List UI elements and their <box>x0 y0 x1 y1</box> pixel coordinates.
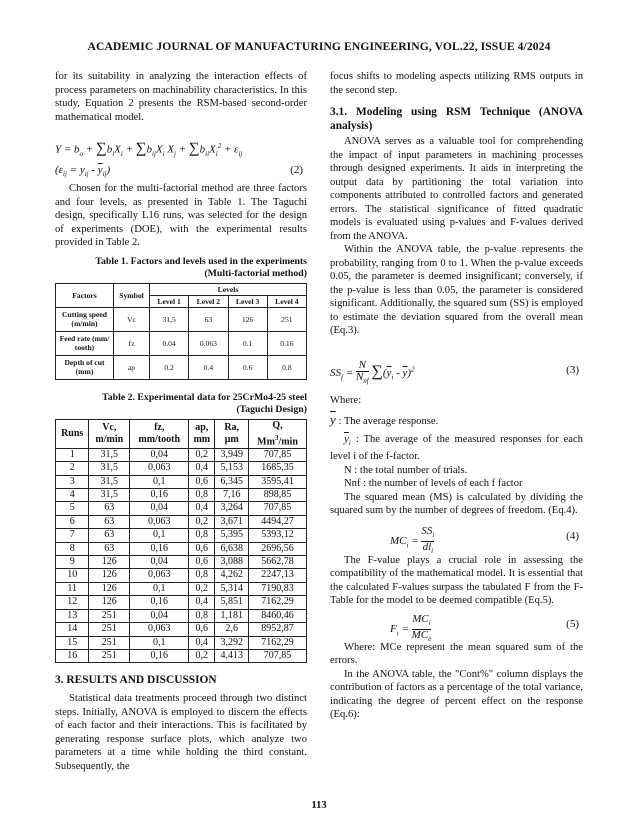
th-level: Level 4 <box>267 295 306 307</box>
table-cell: 4,262 <box>215 569 249 582</box>
table-cell: 2 <box>56 462 89 475</box>
table-cell: 11 <box>56 582 89 595</box>
table-cell: 0,6 <box>189 623 215 636</box>
table2-body <box>56 448 307 663</box>
journal-header: ACADEMIC JOURNAL OF MANUFACTURING ENGINEERING, VOL.22, ISSUE 4/2024 <box>87 40 551 53</box>
th-ap-label: ap, <box>195 421 209 433</box>
table-cell: 0,063 <box>130 462 189 475</box>
paragraph: for its suitability in analyzing the interaction effects of process parameters on machinability characteristics. In this study, Equation 2 presents the RSM-based second-order mathematical model. <box>55 71 307 123</box>
table-cell: 5,153 <box>215 462 249 475</box>
section-heading: 3. RESULTS AND DISCUSSION <box>55 674 217 687</box>
factor-name: Feed rate (mm/ tooth) <box>56 331 114 355</box>
table-cell: 10 <box>56 569 89 582</box>
equation-number: (4) <box>566 529 579 542</box>
table-cell: 0,16 <box>130 596 189 609</box>
table-cell: 31,5 <box>89 489 130 502</box>
table-row <box>56 462 307 475</box>
th-level: Level 1 <box>150 295 189 307</box>
level-value: 0.16 <box>267 331 306 355</box>
equation-2-error: $(\varepsilon_{ij} = y_{ij} - \overline{y}_{ij})$ (2) <box>55 164 303 179</box>
table-cell: 31,5 <box>89 475 130 488</box>
level-value: 0.8 <box>267 355 306 379</box>
table-cell: 14 <box>56 623 89 636</box>
th-ap-unit: mm <box>193 433 211 445</box>
table-experimental-data <box>55 419 307 664</box>
paragraph: The squared mean (MS) is calculated by dividing the squared sum by the number of degrees of freedom. (Eq.4). <box>330 491 583 517</box>
th-vc-unit: m/min <box>95 433 124 445</box>
table-cell: 0,16 <box>130 489 189 502</box>
table-row <box>56 542 307 555</box>
th-fz-label: fz, <box>154 421 165 433</box>
th-ra-unit: µm <box>224 433 239 445</box>
table-cell: 0,8 <box>189 489 215 502</box>
table-cell: 0,2 <box>189 582 215 595</box>
table-cell: 0,2 <box>189 649 215 662</box>
table-cell: 251 <box>89 636 130 649</box>
table-cell: 0,063 <box>130 569 189 582</box>
table-cell: 9 <box>56 556 89 569</box>
table-cell: 5,851 <box>215 596 249 609</box>
table-cell: 0,04 <box>130 609 189 622</box>
th-levels: Levels <box>150 283 307 295</box>
table-cell: 126 <box>89 582 130 595</box>
table-cell: 7190,83 <box>249 582 307 595</box>
table-cell: 1,181 <box>215 609 249 622</box>
table-cell: 707,85 <box>249 448 307 461</box>
table-cell: 251 <box>89 649 130 662</box>
th-q-unit2: /min <box>278 435 298 447</box>
level-value: 0.2 <box>150 355 189 379</box>
table-row <box>56 475 307 488</box>
level-value: 0.04 <box>150 331 189 355</box>
table-cell: 3,671 <box>215 515 249 528</box>
th-fz-unit: mm/tooth <box>138 433 181 445</box>
table-cell: 0,6 <box>189 475 215 488</box>
table-cell: 63 <box>89 542 130 555</box>
table-row <box>56 609 307 622</box>
table-cell: 31,5 <box>89 448 130 461</box>
table-row <box>56 529 307 542</box>
th-fz <box>130 419 189 448</box>
table-cell: 0,4 <box>189 462 215 475</box>
table-cell: 0,063 <box>130 515 189 528</box>
table-cell: 3,949 <box>215 448 249 461</box>
th-factors: Factors <box>56 283 114 307</box>
paragraph: In the ANOVA table, the "Cont%" column displays the contribution of factors as a percentage of the total variance, indicating the degree of percent effect on the response (Eq.6): <box>330 668 583 721</box>
table-cell: 5,395 <box>215 529 249 542</box>
table-row <box>56 596 307 609</box>
th-ap <box>189 419 215 448</box>
table-cell: 15 <box>56 636 89 649</box>
factor-symbol: ap <box>114 355 150 379</box>
paragraph: ANOVA serves as a valuable tool for comprehending the impact of input parameters in machining processes through designed experiments. It aids in interpreting the output data by partitioning the total variation into components attributed to controlled factors and generated errors. The statistical significance of fitted quadratic models is evaluated using p-values and F-values derived from the ANOVA. <box>330 136 583 242</box>
table-cell: 3,264 <box>215 502 249 515</box>
table-cell: 898,85 <box>249 489 307 502</box>
table-cell: 0,2 <box>189 515 215 528</box>
table-row <box>56 556 307 569</box>
th-runs: Runs <box>56 419 89 448</box>
table-row <box>56 649 307 662</box>
level-value: 0.6 <box>228 355 267 379</box>
equation-4: $MC_i$ = $\frac{SS_i}{dl_i}$ (4) <box>390 524 579 556</box>
equation-3: $SS_f$ = $\frac{N}{N_{nf}}$ $\sum(\overline{y}_i - \overline{y})^2$ (3) <box>330 358 579 385</box>
th-q <box>249 419 307 448</box>
table-cell: 0,4 <box>189 502 215 515</box>
table-cell: 6,345 <box>215 475 249 488</box>
definition-yi: $\overline{y}_i$ : The average of the measured responses for each level i of the f-factor. <box>330 432 583 463</box>
th-q-sup: 3 <box>274 433 279 442</box>
paragraph: Chosen for the multi-factorial method are three factors and four levels, as presented in Table 1. The Taguchi design, specifically L16 runs, was selected for the design of experiments (DOE), with the experimental results provided in Table 2. <box>55 183 307 248</box>
table-cell: 0,4 <box>189 636 215 649</box>
table-cell: 7,16 <box>215 489 249 502</box>
paragraph: focus shifts to modeling aspects utilizing RMS outputs in the second step. <box>330 71 583 96</box>
equation-number: (5) <box>566 617 579 630</box>
table-cell: 12 <box>56 596 89 609</box>
definition-y: $\overline{y}$ : The average response. <box>330 412 439 427</box>
table-row <box>56 448 307 461</box>
th-q-unit: Mm <box>257 435 275 447</box>
th-vc-label: Vc, <box>102 421 117 433</box>
table-cell: 0,1 <box>130 529 189 542</box>
factor-name: Cutting speed (m/min) <box>56 307 114 331</box>
table-cell: 0,8 <box>189 609 215 622</box>
th-vc <box>89 419 130 448</box>
table-cell: 63 <box>89 502 130 515</box>
table-cell: 3,088 <box>215 556 249 569</box>
table-cell: 8 <box>56 542 89 555</box>
table-cell: 3595,41 <box>249 475 307 488</box>
definition-yi-text: : The average of the measured responses for each level i of the f-factor. <box>330 433 583 463</box>
table1-caption: Table 1. Factors and levels used in the experiments <box>95 255 307 267</box>
th-level: Level 2 <box>189 295 228 307</box>
table-cell: 16 <box>56 649 89 662</box>
table-row <box>56 569 307 582</box>
table-row <box>56 489 307 502</box>
table-cell: 13 <box>56 609 89 622</box>
table-cell: 0,04 <box>130 502 189 515</box>
table-cell: 251 <box>89 623 130 636</box>
level-value: 0.4 <box>189 355 228 379</box>
table-cell: 5393,12 <box>249 529 307 542</box>
table-cell: 4494,27 <box>249 515 307 528</box>
right-column <box>330 70 583 722</box>
table-cell: 2,6 <box>215 623 249 636</box>
table-cell: 0,04 <box>130 448 189 461</box>
th-q-label: Q, <box>272 419 283 431</box>
table-cell: 4,413 <box>215 649 249 662</box>
level-value: 63 <box>189 307 228 331</box>
table-row <box>56 636 307 649</box>
level-value: 0.063 <box>189 331 228 355</box>
table-cell: 0,8 <box>189 529 215 542</box>
table-cell: 0,8 <box>189 569 215 582</box>
table-cell: 31,5 <box>89 462 130 475</box>
table-cell: 63 <box>89 515 130 528</box>
table-cell: 0,16 <box>130 542 189 555</box>
table-cell: 0,063 <box>130 623 189 636</box>
table-cell: 126 <box>89 596 130 609</box>
table-cell: 5662,78 <box>249 556 307 569</box>
subsection-heading: 3.1. Modeling using RSM Technique (ANOVA analysis) <box>330 106 583 132</box>
factor-symbol: fz <box>114 331 150 355</box>
table-cell: 63 <box>89 529 130 542</box>
table-cell: 8952,87 <box>249 623 307 636</box>
table-cell: 7162,29 <box>249 636 307 649</box>
paragraph: Within the ANOVA table, the p-value represents the probability, ranging from 0 to 1. When the p-value exceeds 0.05, the parameter is deemed insignificant; conversely, if the p-value is less than 0.05, the parameter is considered significant. Additionally, the squared sum (SS) is employed to estimate the deviation squared from the overall mean (Eq.3). <box>330 244 583 336</box>
table-cell: 5 <box>56 502 89 515</box>
table-cell: 126 <box>89 569 130 582</box>
table2-caption-sub: (Taguchi Design) <box>236 403 307 415</box>
table-cell: 0,1 <box>130 475 189 488</box>
table-row <box>56 515 307 528</box>
page-number: 113 <box>311 800 327 811</box>
table-cell: 1 <box>56 448 89 461</box>
paragraph: Where: MCe represent the mean squared sum of the errors. <box>330 641 583 667</box>
table-cell: 126 <box>89 556 130 569</box>
table-cell: 251 <box>89 609 130 622</box>
th-level: Level 3 <box>228 295 267 307</box>
table-factors-levels <box>55 283 307 380</box>
table-cell: 0,6 <box>189 556 215 569</box>
table-cell: 3,292 <box>215 636 249 649</box>
table-cell: 6 <box>56 515 89 528</box>
table-cell: 0,16 <box>130 649 189 662</box>
table1-caption-sub: (Multi-factorial method) <box>204 267 307 279</box>
table-cell: 707,85 <box>249 649 307 662</box>
table-cell: 4 <box>56 489 89 502</box>
table-cell: 0,1 <box>130 636 189 649</box>
definition-y-text: : The average response. <box>338 416 439 427</box>
table-row <box>56 582 307 595</box>
where-label: Where: <box>330 394 362 406</box>
level-value: 126 <box>228 307 267 331</box>
th-ra-label: Ra, <box>224 421 240 433</box>
table-row <box>56 502 307 515</box>
level-value: 31,5 <box>150 307 189 331</box>
table-row <box>56 623 307 636</box>
factor-name: Depth of cut (mm) <box>56 355 114 379</box>
table-cell: 0,1 <box>130 582 189 595</box>
equation-5: $F_i$ = $\frac{MC_i}{MC_e}$ (5) <box>390 612 579 644</box>
table-cell: 7162,29 <box>249 596 307 609</box>
table-cell: 1685,35 <box>249 462 307 475</box>
table2-caption: Table 2. Experimental data for 25CrMo4-25 steel <box>102 391 307 403</box>
table-cell: 0,4 <box>189 596 215 609</box>
left-column <box>55 70 307 773</box>
table-cell: 6,638 <box>215 542 249 555</box>
table-cell: 0,04 <box>130 556 189 569</box>
definition-nnf: Nnf : the number of levels of each f factor <box>344 478 523 490</box>
equation-2: $Y = b_o + \sum b_iX_i + \sum b_{ij}X_i$ $X_j + \sum b_{ii}X_i^2 + \varepsilon_{ij}$ <box>55 140 243 158</box>
table-cell: 5,314 <box>215 582 249 595</box>
table-cell: 7 <box>56 529 89 542</box>
table-cell: 0,2 <box>189 448 215 461</box>
paragraph: Statistical data treatments proceed through two distinct steps. Initially, ANOVA is employed to discern the effects of each factor and their interactions. This is facilitated by generating response surface plots, which analyze two parameters at a time while holding the third constant. Subsequently, the <box>55 693 307 772</box>
table-cell: 2247,13 <box>249 569 307 582</box>
equation-number: (2) <box>290 164 303 176</box>
table-cell: 0,6 <box>189 542 215 555</box>
paragraph: The F-value plays a crucial role in assessing the compatibility of the mathematical model. It is essential that the calculated F-values surpass the tabulated F from the F-Table for the model to be deemed compatible (Eq.5). <box>330 554 583 607</box>
th-ra <box>215 419 249 448</box>
th-symbol: Symbol <box>114 283 150 307</box>
table-cell: 2696,56 <box>249 542 307 555</box>
level-value: 251 <box>267 307 306 331</box>
definition-n: N : the total number of trials. <box>344 464 468 476</box>
equation-number: (3) <box>566 363 579 376</box>
table-cell: 3 <box>56 475 89 488</box>
table-cell: 707,85 <box>249 502 307 515</box>
table-cell: 8460,46 <box>249 609 307 622</box>
level-value: 0.1 <box>228 331 267 355</box>
factor-symbol: Vc <box>114 307 150 331</box>
